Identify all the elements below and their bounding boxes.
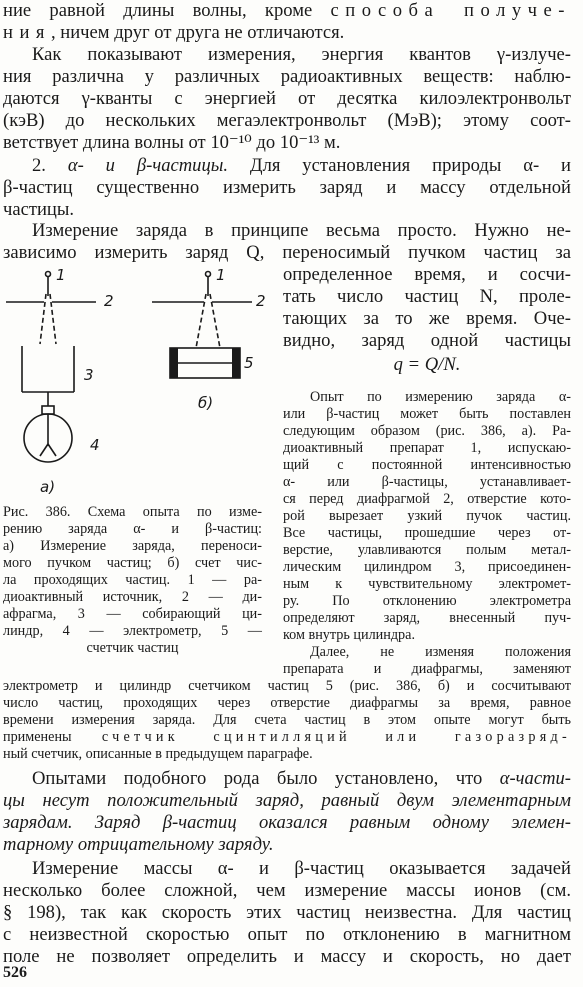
text-line: щий с постоянной интенсивностью <box>283 457 571 473</box>
text-line: Все частицы, прошедшие через от- <box>283 525 571 541</box>
text-line: диоактивный препарат 1, испускаю- <box>283 440 571 456</box>
text-line: лическим цилиндром 3, присоединен- <box>283 559 571 575</box>
text-line: ния различна у различных радиоактивных веществ: наблю- <box>3 66 571 87</box>
text-line: видно, заряд одной частицы <box>283 330 571 351</box>
text-line: ветствует длина волны от 10⁻¹⁰ до 10⁻¹³ м. <box>3 132 341 153</box>
text-line: ния, ничем друг от друга не отличаются. <box>3 22 345 43</box>
caption-line: рению заряда α- и β-частиц: <box>3 521 262 537</box>
label-source-a: 1 <box>56 266 66 284</box>
text-line: ние равной длины волны, кроме способа получе- <box>3 0 571 21</box>
text-line: α- или β-частицы, устанавливает- <box>283 474 571 490</box>
label-cylinder: 3 <box>84 366 94 384</box>
text-line: частицы. <box>3 199 75 220</box>
text-line: с неизвестной скоростью опыт по отклонению в магнитном <box>3 924 571 945</box>
text-line: § 198), так как скорость этих частиц неизвестна. Для частиц <box>3 902 571 923</box>
caption-line: диоактивный источник, 2 — ди- <box>3 589 262 605</box>
label-sub-b: б) <box>198 394 214 412</box>
caption-line: линдр, 4 — электрометр, 5 — <box>3 623 262 639</box>
text-line: ный счетчик, описанные в предыдущем параграфе. <box>3 746 313 762</box>
text-line: определяют заряд, внесенный пуч- <box>283 610 571 626</box>
text-line: (кэВ) до нескольких мегаэлектронвольт (МэВ); этому соот- <box>3 110 571 131</box>
label-counter: 5 <box>244 354 254 372</box>
page-number: 526 <box>3 964 27 981</box>
caption-line: мого пучком частиц; б) счет чис- <box>3 555 262 571</box>
formula: q = Q/N. <box>393 354 461 375</box>
label-source-b: 1 <box>216 266 226 284</box>
caption-line: Рис. 386. Схема опыта по изме- <box>3 504 262 520</box>
text-line: применены счетчик сцинтилляций или газоразряд- <box>3 729 572 745</box>
conclusion-line: зарядам. Заряд β-частиц оказался равным одному элемен- <box>3 812 571 833</box>
text-line: ру. По отклонению электрометра <box>283 593 571 609</box>
figure-386 <box>0 262 280 502</box>
caption-line: афрагма, 3 — собирающий ци- <box>3 606 262 622</box>
text-line: рой вырезает узкий пучок частиц. <box>283 508 571 524</box>
conclusion-line: тарному отрицательному заряду. <box>3 834 274 855</box>
text-line: ным к чувствительному электромет- <box>283 576 571 592</box>
text-line: число частиц, проходящих через отверстие диафрагмы за время, равное <box>3 695 571 711</box>
text-line: времени измерения заряда. Для счета частиц в этом опыте могут быть <box>3 712 571 728</box>
text-line: верстие, улавливаются полым метал- <box>283 542 571 558</box>
section-heading-line: 2. α- и β-частицы. Для установления природы α- и <box>32 155 571 176</box>
text-line: ком внутрь цилиндра. <box>283 627 415 643</box>
electrometer-leaf-right <box>48 444 56 456</box>
text-line: Далее, не изменяя положения <box>310 644 571 660</box>
label-sub-a: а) <box>40 478 56 496</box>
text-line: определенное время, и сосчи- <box>283 264 571 285</box>
source-a <box>46 272 51 277</box>
text-line: несколько более сложной, чем измерение массы ионов (см. <box>3 880 571 901</box>
text-line: электрометр и цилиндр счетчиком частиц 5 (рис. 386, б) и сосчитывают <box>3 678 571 694</box>
conclusion-line: Опытами подобного рода было установлено, что α-части- <box>32 768 571 789</box>
source-b <box>206 272 211 277</box>
text-line: ся перед диафрагмой 2, отверстие кото- <box>283 491 571 507</box>
label-diaphragm-a: 2 <box>104 292 114 310</box>
electrometer-leaf-left <box>40 444 48 456</box>
text-line: Измерение массы α- и β-частиц оказывается задачей <box>32 858 571 879</box>
text-line: тать число частиц N, проле- <box>283 286 571 307</box>
text-line: Как показывают измерения, энергия квантов γ-излуче- <box>32 44 571 65</box>
caption-line: ла проходящих частиц. 1 — ра- <box>3 572 262 588</box>
conclusion-line: цы несут положительный заряд, равный двум элементарным <box>3 790 571 811</box>
text-line: тающих за то же время. Оче- <box>283 308 571 329</box>
text-line: даются γ-кванты с энергией от десятка килоэлектронвольт <box>3 88 571 109</box>
text-line: или β-частиц может быть поставлен <box>283 406 571 422</box>
text-line: Измерение заряда в принципе весьма просто. Нужно не- <box>32 220 571 241</box>
caption-line: счетчик частиц <box>86 640 179 656</box>
text-line: β-частиц существенно измерить заряд и массу отдельной <box>3 177 571 198</box>
label-electrometer: 4 <box>90 436 100 454</box>
text-line: следующим образом (рис. 386, а). Ра- <box>283 423 571 439</box>
text-line: зависимо измерить заряд Q, переносимый пучком частиц за <box>3 242 571 263</box>
text-line: поле не позволяет определить и массу и скорость, но дает <box>3 946 571 967</box>
text-line: препарата и диафрагмы, заменяют <box>283 661 571 677</box>
electrometer-clamp <box>42 406 54 414</box>
label-diaphragm-b: 2 <box>256 292 266 310</box>
text-line: Опыт по измерению заряда α- <box>310 389 571 405</box>
caption-line: а) Измерение заряда, переноси- <box>3 538 262 554</box>
